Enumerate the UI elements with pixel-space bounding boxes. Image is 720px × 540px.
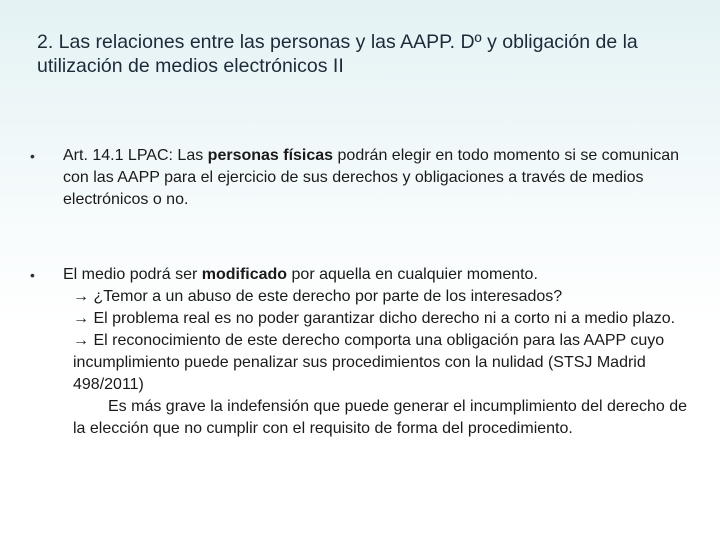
sub-point-abuse: → ¿Temor a un abuso de este derecho por parte de los interesados? bbox=[73, 288, 563, 305]
bullet-1-text-start: Art. 14.1 LPAC: Las bbox=[63, 147, 208, 164]
bullet-marker: • bbox=[30, 267, 35, 283]
bullet-item-2 bbox=[30, 264, 690, 440]
bullet-2-text-end: por aquella en cualquier momento. bbox=[287, 266, 538, 283]
sub-point-defenselessness-text: Es más grave la indefensión que puede generar el incumplimiento del derecho de la elección que no cumplir con el requisito de forma del procedimiento. bbox=[73, 398, 688, 437]
bullet-text-1 bbox=[63, 145, 690, 211]
bullet-marker: • bbox=[30, 148, 35, 164]
sub-point-obligation: → El reconocimiento de este derecho comporta una obligación para las AAPP cuyo incumplimiento puede penalizar sus procedimientos con la nulidad (STSJ Madrid 498/2011) bbox=[73, 332, 665, 393]
bullet-2-emphasis: modificado bbox=[201, 266, 288, 283]
bullet-item-1 bbox=[30, 145, 690, 211]
bullet-1-emphasis: personas físicas bbox=[207, 147, 334, 164]
bullet-2-text-start: El medio podrá ser bbox=[63, 266, 202, 283]
bullet-1-text-end: podrán elegir en todo momento si se comunican con las AAPP para el ejercicio de sus derechos y obligaciones a través de medios electrónicos o no. bbox=[63, 147, 680, 208]
sub-point-guarantee: → El problema real es no poder garantizar dicho derecho ni a corto ni a medio plazo. bbox=[73, 310, 676, 327]
bullet-text-2 bbox=[63, 264, 690, 440]
bullet-2-first-line bbox=[63, 264, 690, 286]
slide-title: 2. Las relaciones entre las personas y las AAPP. Dº y obligación de la utilización de medios electrónicos II bbox=[37, 31, 638, 77]
sub-point-defenselessness bbox=[73, 396, 690, 440]
